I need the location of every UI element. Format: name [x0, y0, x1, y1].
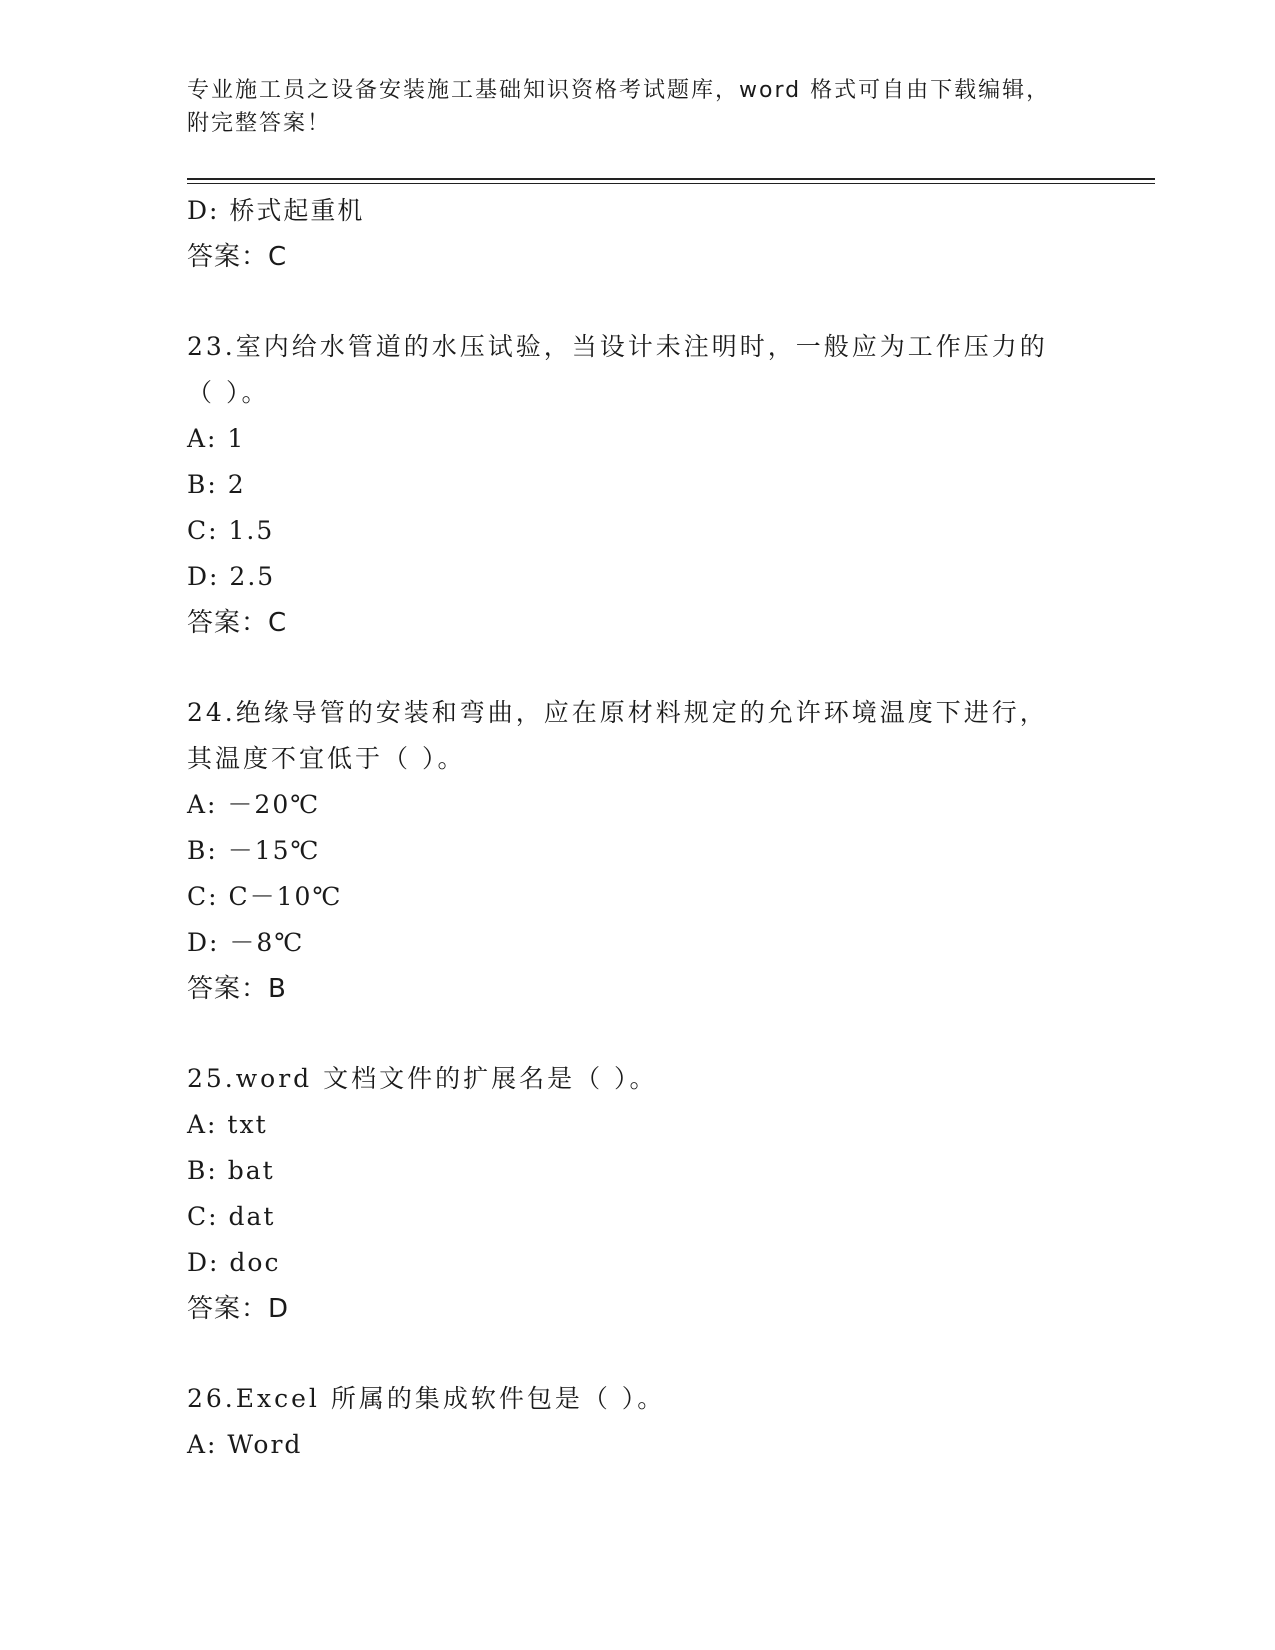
- option-a: A: 1: [187, 424, 246, 453]
- spacer: [187, 646, 1087, 690]
- document-header: [187, 74, 1067, 140]
- header-line-2: 附完整答案！: [187, 111, 332, 136]
- spacer: [187, 1012, 1087, 1056]
- question-stem-continued: （ ）。: [187, 378, 270, 407]
- option-d: D: doc: [187, 1248, 281, 1277]
- question-24: [187, 690, 1087, 1012]
- question-stem-continued: 其温度不宜低于（ ）。: [187, 744, 466, 773]
- header-divider-thick: [187, 178, 1155, 180]
- answer-label: 答案：C: [187, 242, 288, 272]
- option-a: A: txt: [187, 1110, 268, 1139]
- option-a: A: Word: [187, 1430, 303, 1459]
- question-26: [187, 1376, 1087, 1468]
- question-25: [187, 1056, 1087, 1332]
- spacer: [187, 1332, 1087, 1376]
- option-d: D: 2.5: [187, 562, 276, 591]
- header-divider-thin: [187, 183, 1155, 184]
- header-line-1: 专业施工员之设备安装施工基础知识资格考试题库，word 格式可自由下载编辑，: [187, 78, 1051, 103]
- option-d: D: 桥式起重机: [187, 196, 365, 225]
- question-stem: 24.绝缘导管的安装和弯曲，应在原材料规定的允许环境温度下进行，: [187, 698, 1048, 727]
- document-body: [187, 188, 1087, 1468]
- option-a: A: －20℃: [187, 790, 321, 819]
- option-c: C: 1.5: [187, 516, 275, 545]
- option-b: B: bat: [187, 1156, 275, 1185]
- option-c: C: C－10℃: [187, 882, 343, 911]
- answer-label: 答案：C: [187, 608, 288, 638]
- option-b: B: －15℃: [187, 836, 321, 865]
- question-stem: 26.Excel 所属的集成软件包是（ ）。: [187, 1384, 666, 1413]
- option-b: B: 2: [187, 470, 246, 499]
- question-23: [187, 324, 1087, 646]
- answer-label: 答案：D: [187, 1294, 290, 1324]
- answer-label: 答案：B: [187, 974, 287, 1004]
- question-stem: 25.word 文档文件的扩展名是（ ）。: [187, 1064, 658, 1093]
- option-c: C: dat: [187, 1202, 276, 1231]
- question-stem: 23.室内给水管道的水压试验，当设计未注明时，一般应为工作压力的: [187, 332, 1048, 361]
- option-d: D: －8℃: [187, 928, 305, 957]
- spacer: [187, 280, 1087, 324]
